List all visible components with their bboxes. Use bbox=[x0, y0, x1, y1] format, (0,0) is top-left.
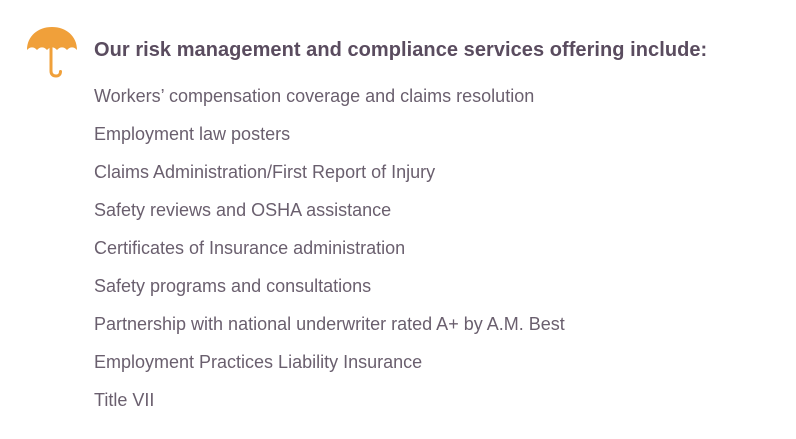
list-item: Employment law posters bbox=[94, 124, 291, 144]
list-item: Partnership with national underwriter rated A+ by A.M. Best bbox=[94, 314, 565, 334]
list-item: Certificates of Insurance administration bbox=[94, 238, 406, 258]
list-item: Workers’ compensation coverage and claims resolution bbox=[94, 86, 535, 106]
list-item: Title VII bbox=[94, 390, 155, 410]
umbrella-icon bbox=[25, 24, 79, 78]
list-item: Employment Practices Liability Insurance bbox=[94, 352, 423, 372]
list-item: Claims Administration/First Report of Injury bbox=[94, 162, 436, 182]
list-item: Safety reviews and OSHA assistance bbox=[94, 200, 392, 220]
list-item: Safety programs and consultations bbox=[94, 276, 372, 296]
services-list bbox=[94, 85, 565, 427]
section-heading: Our risk management and compliance services offering include: bbox=[94, 39, 708, 61]
